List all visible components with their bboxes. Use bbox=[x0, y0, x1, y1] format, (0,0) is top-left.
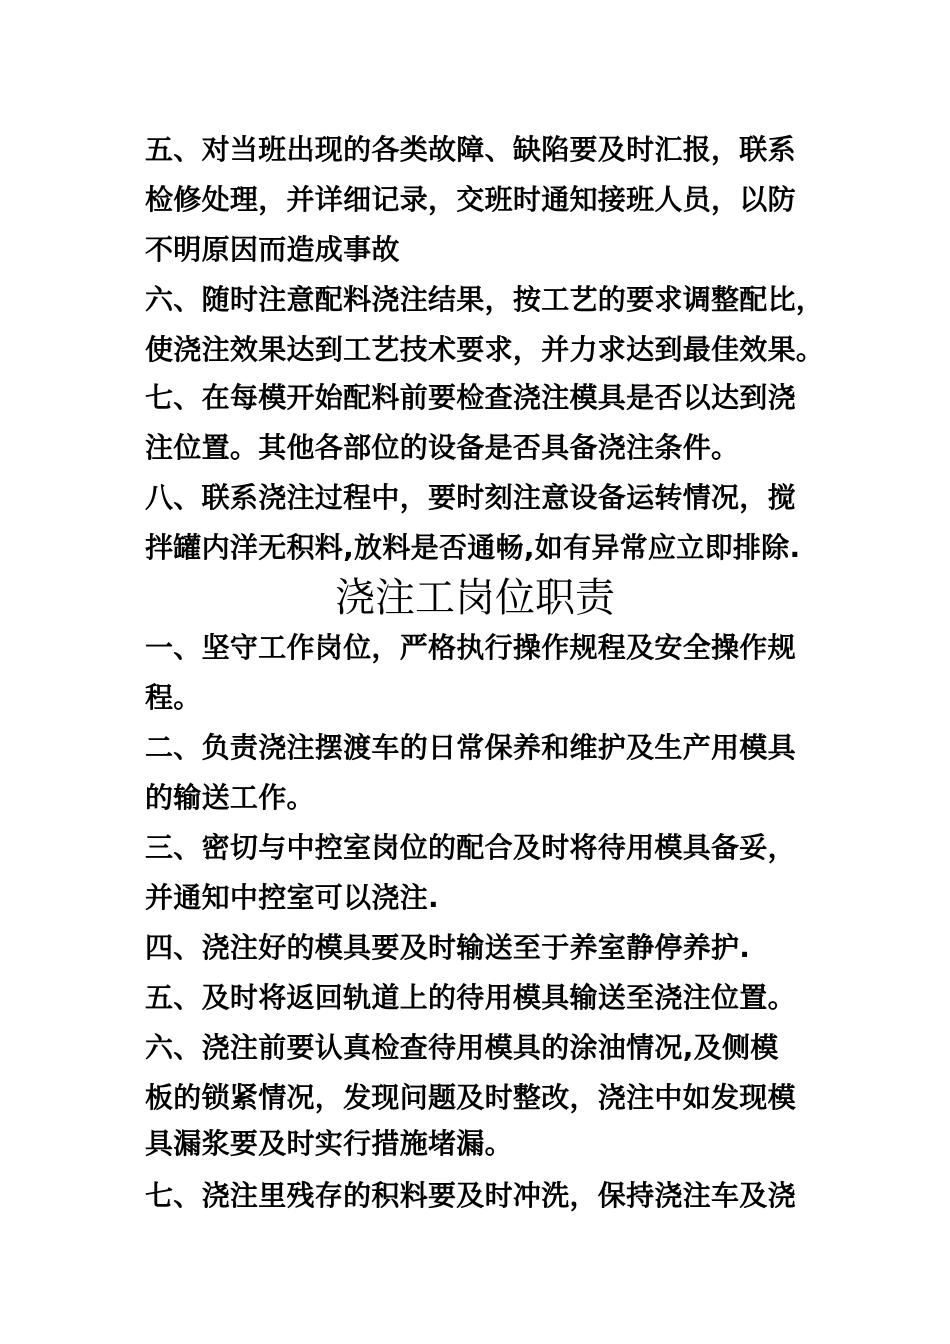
text-line: 不明原因而造成事故 bbox=[145, 233, 400, 266]
text-line: 五、及时将返回轨道上的待用模具输送至浇注位置。 bbox=[145, 981, 796, 1014]
text-line: 检修处理，并详细记录，交班时通知接班人员，以防 bbox=[145, 183, 796, 216]
text-line: 程。 bbox=[145, 681, 202, 714]
section-title: 浇注工岗位职责 bbox=[335, 575, 615, 621]
text-line: 三、密切与中控室岗位的配合及时将待用模具备妥， bbox=[145, 831, 796, 864]
text-line: 七、在每模开始配料前要检查浇注模具是否以达到浇 bbox=[145, 381, 796, 414]
text-line: 二、负责浇注摆渡车的日常保养和维护及生产用模具 bbox=[145, 731, 796, 764]
text-line: 使浇注效果达到工艺技术要求，并力求达到最佳效果。 bbox=[145, 333, 825, 366]
text-line: 五、对当班出现的各类故障、缺陷要及时汇报，联系 bbox=[145, 133, 796, 166]
text-line: 具漏浆要及时实行措施堵漏。 bbox=[145, 1127, 513, 1160]
text-line: 六、随时注意配料浇注结果，按工艺的要求调整配比， bbox=[145, 283, 825, 316]
text-line: 的输送工作。 bbox=[145, 781, 315, 814]
text-line: 四、浇注好的模具要及时输送至于养室静停养护. bbox=[145, 931, 751, 964]
text-line: 注位置。其他各部位的设备是否具备浇注条件。 bbox=[145, 431, 740, 464]
text-line: 七、浇注里残存的积料要及时冲洗，保持浇注车及浇 bbox=[145, 1179, 796, 1212]
text-line: 拌罐内洋无积料,放料是否通畅,如有异常应立即排除. bbox=[145, 531, 801, 564]
text-line: 八、联系浇注过程中，要时刻注意设备运转情况，搅 bbox=[145, 481, 796, 514]
text-line: 并通知中控室可以浇注. bbox=[145, 881, 439, 914]
text-line: 一、坚守工作岗位，严格执行操作规程及安全操作规 bbox=[145, 631, 796, 664]
text-line: 板的锁紧情况，发现问题及时整改，浇注中如发现模 bbox=[145, 1081, 796, 1114]
text-line: 六、浇注前要认真检查待用模具的涂油情况,及侧模 bbox=[145, 1031, 779, 1064]
